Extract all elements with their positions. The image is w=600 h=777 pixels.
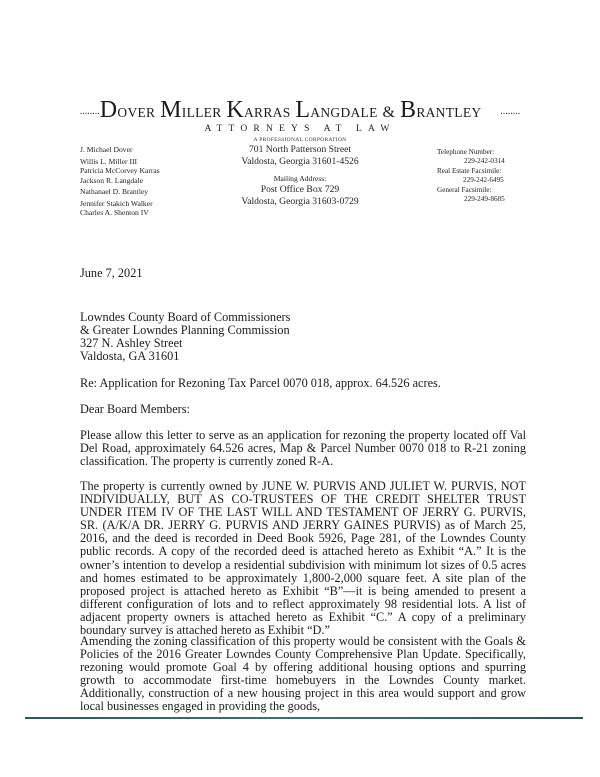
firm-address bbox=[230, 144, 370, 207]
leader-dots-right: ........ bbox=[500, 106, 521, 117]
body-paragraph: Please allow this letter to serve as an application for rezoning the property located off Val Del Road, approximately 64.526 acres, Map & Parcel Number 0070 018 to R-21 zoning classification. The property is currently zoned R-A. bbox=[80, 428, 526, 469]
bottom-divider bbox=[25, 717, 583, 719]
attorney-name: Jackson R. Langdale bbox=[80, 175, 144, 185]
general-fax-number: 229-249-8685 bbox=[464, 195, 505, 204]
letter-date: June 7, 2021 bbox=[80, 266, 143, 280]
attorney-name: Jennifer Stakich Walker bbox=[80, 198, 153, 208]
mailing-address-line1: Post Office Box 729 bbox=[260, 184, 340, 195]
recipient-address bbox=[80, 311, 526, 363]
body-paragraph: Amending the zoning classification of this property would be consistent with the Goals & Policies of the 2016 Greater Lowndes County Comprehensive Plan Update. Specifically, rezoning would promote Goal 4 by offering additional housing options and spurring growth to accommodate first-time homebuyers in the Lowndes County market. Additionally, construction of a new housing project in this area would support and grow local businesses engaged in providing the goods, bbox=[80, 634, 526, 714]
telephone-label: Telephone Number: bbox=[437, 148, 495, 156]
attorney-name: Nathanael D. Brantley bbox=[80, 187, 149, 196]
contact-numbers bbox=[437, 148, 505, 204]
recipient-line: Valdosta, GA 31601 bbox=[80, 349, 180, 364]
attorney-name: J. Michael Dover bbox=[80, 145, 133, 154]
salutation: Dear Board Members: bbox=[80, 402, 190, 416]
attorney-name: Charles A. Shenton IV bbox=[80, 208, 149, 217]
attorney-name: Willis L. Miller III bbox=[80, 156, 138, 166]
leader-dots-left: ........ bbox=[79, 106, 100, 117]
firm-name: ........DOVER MILLER KARRAS LANGDALE & BRANTLEY ........ bbox=[79, 97, 521, 123]
general-fax-label: General Facsimile: bbox=[437, 185, 492, 194]
attorney-name: Patricia McCorvey Karras bbox=[80, 166, 160, 175]
real-estate-fax-label: Real Estate Facsimile: bbox=[437, 166, 502, 175]
recipient-line: Lowndes County Board of Commissioners bbox=[80, 310, 291, 324]
attorney-list bbox=[80, 145, 160, 218]
street-address-line2: Valdosta, Georgia 31601-4526 bbox=[241, 155, 359, 167]
body-paragraph: The property is currently owned by JUNE W. PURVIS AND JULIET W. PURVIS, NOT INDIVIDUALLY, BUT AS CO-TRUSTEES OF THE CREDIT SHELTER TRUST UNDER ITEM IV OF THE LAST WILL AND TESTAMENT OF JERRY G. PURVIS, SR. (A/K/A DR. JERRY G. PURVIS AND JERRY GAINES PURVIS) as of March 25, 2016, and the deed is recorded in Deed Book 5926, Page 281, of the Lowndes County public records. A copy of the recorded deed is attached hereto as Exhibit “A.” It is the owner’s intention to develop a residential subdivision with minimum lot sizes of 0.5 acres and homes estimated to be approximately 1,800-2,000 square feet. A site plan of the proposed project is attached hereto as Exhibit “B”—it is being amended to present a different configuration of lots and to reflect approximately 98 residential lots. A list of adjacent property owners is attached hereto as Exhibit “C.” A copy of a preliminary boundary survey is attached hereto as Exhibit “D.” bbox=[80, 479, 526, 638]
recipient-line: & Greater Lowndes Planning Commission bbox=[80, 323, 290, 338]
telephone-number: 229-242-0314 bbox=[464, 157, 505, 166]
corporation-label: A PROFESSIONAL CORPORATION bbox=[253, 137, 347, 143]
mailing-address-label: Mailing Address: bbox=[273, 174, 327, 183]
street-address-line1: 701 North Patterson Street bbox=[248, 144, 352, 155]
mailing-address-line2: Valdosta, Georgia 31603-0729 bbox=[241, 195, 359, 207]
firm-tagline: ATTORNEYS AT LAW bbox=[204, 124, 396, 134]
subject-line: Re: Application for Rezoning Tax Parcel 0070 018, approx. 64.526 acres. bbox=[80, 376, 441, 390]
real-estate-fax-number: 229-242-6495 bbox=[463, 176, 504, 185]
recipient-line: 327 N. Ashley Street bbox=[80, 336, 183, 351]
